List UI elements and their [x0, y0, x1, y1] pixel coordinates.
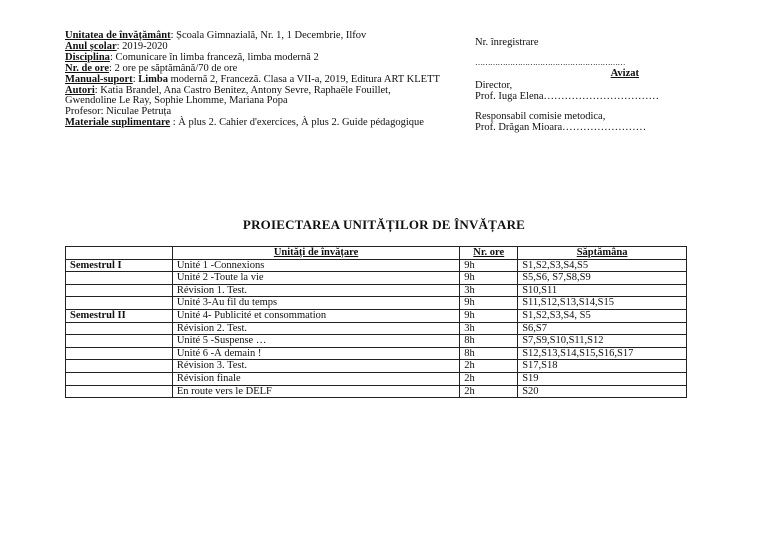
table-row	[66, 297, 687, 310]
table-header-row	[66, 247, 687, 260]
supplementary-materials: Materiale suplimentare : À plus 2. Cahier d'exercices, À plus 2. Guide pédagogique	[65, 117, 424, 129]
school-year: Anul școlar: 2019-2020	[65, 40, 168, 52]
hours-cell: 9h	[460, 259, 518, 272]
weeks-cell: S1,S2,S3,S4, S5	[518, 309, 687, 322]
unit-cell: En route vers le DELF	[172, 385, 459, 398]
hours-cell: 8h	[460, 335, 518, 348]
table-row	[66, 385, 687, 398]
weeks-cell: S1,S2,S3,S4,S5	[518, 259, 687, 272]
unit-cell: Révision 2. Test.	[172, 322, 459, 335]
registration-label: Nr. înregistrare	[475, 37, 539, 48]
weeks-cell: S10,S11	[518, 284, 687, 297]
unit-cell: Unité 1 -Connexions	[172, 259, 459, 272]
unit-cell: Unité 6 -À demain !	[172, 347, 459, 360]
weeks-cell: S11,S12,S13,S14,S15	[518, 297, 687, 310]
weeks-cell: S7,S9,S10,S11,S12	[518, 335, 687, 348]
hours-cell: 9h	[460, 297, 518, 310]
hours-cell: 9h	[460, 272, 518, 285]
commission-name: Prof. Drăgan Mioara……………………	[475, 122, 647, 133]
table-row	[66, 372, 687, 385]
hours-cell: 3h	[460, 322, 518, 335]
unit-cell: Unité 3-Au fil du temps	[172, 297, 459, 310]
table-row	[66, 322, 687, 335]
school-unit: Unitatea de învățământ: Școala Gimnazială, Nr. 1, 1 Decembrie, Ilfov	[65, 30, 367, 41]
hours-count: Nr. de ore: 2 ore pe săptămână/70 de ore	[65, 62, 238, 74]
commission-label: Responsabil comisie metodica,	[475, 110, 606, 122]
authors: Autori: Katia Brandel, Ana Castro Benitez, Antony Sevre, Raphaële Fouillet,	[65, 84, 391, 96]
unit-cell: Unité 5 -Suspense …	[172, 335, 459, 348]
semester-cell	[66, 322, 173, 335]
weeks-cell: S17,S18	[518, 360, 687, 373]
semester-cell	[66, 335, 173, 348]
hours-cell: 2h	[460, 360, 518, 373]
semester-cell	[66, 272, 173, 285]
teacher: Profesor: Niculae Petruța	[65, 106, 172, 118]
avizat-label: Avizat	[610, 68, 639, 79]
manual: Manual-suport: Limba modernă 2, Franceză. Clasa a VII-a, 2019, Editura ART KLETT	[65, 73, 440, 85]
header-hours: Nr. ore	[460, 247, 518, 260]
weeks-cell: S12,S13,S14,S15,S16,S17	[518, 347, 687, 360]
authors-continued: Gwendoline Le Ray, Sophie Lhomme, Mariana Popa	[65, 95, 288, 107]
header-weeks: Săptămâna	[518, 247, 687, 260]
hours-cell: 2h	[460, 385, 518, 398]
semester-cell	[66, 297, 173, 310]
learning-units-table	[65, 246, 687, 398]
hours-cell: 9h	[460, 309, 518, 322]
unit-cell: Révision 3. Test.	[172, 360, 459, 373]
hours-cell: 2h	[460, 372, 518, 385]
unit-cell: Révision finale	[172, 372, 459, 385]
unit-cell: Unité 4- Publicité et consommation	[172, 309, 459, 322]
weeks-cell: S19	[518, 372, 687, 385]
hours-cell: 8h	[460, 347, 518, 360]
table-row	[66, 309, 687, 322]
semester-cell	[66, 284, 173, 297]
registration-dots: ……………………………………………………	[475, 57, 625, 67]
weeks-cell: S5,S6, S7,S8,S9	[518, 272, 687, 285]
unit-cell: Révision 1. Test.	[172, 284, 459, 297]
semester-cell: Semestrul II	[66, 309, 173, 322]
table-row	[66, 259, 687, 272]
header-units: Unități de învățare	[172, 247, 459, 260]
table-row	[66, 284, 687, 297]
header-semester	[66, 247, 173, 260]
table-row	[66, 347, 687, 360]
table-row	[66, 360, 687, 373]
semester-cell	[66, 347, 173, 360]
director-label: Director,	[475, 79, 513, 91]
semester-cell	[66, 385, 173, 398]
unit-cell: Unité 2 -Toute la vie	[172, 272, 459, 285]
hours-cell: 3h	[460, 284, 518, 297]
semester-cell	[66, 360, 173, 373]
discipline: Disciplina: Comunicare în limba franceză, limba modernă 2	[65, 51, 319, 63]
weeks-cell: S20	[518, 385, 687, 398]
table-row	[66, 272, 687, 285]
semester-cell	[66, 372, 173, 385]
document-header	[65, 31, 465, 129]
semester-cell: Semestrul I	[66, 259, 173, 272]
page-title: PROIECTAREA UNITĂȚILOR DE ÎNVĂȚARE	[242, 217, 526, 232]
table-row	[66, 335, 687, 348]
director-name: Prof. Iuga Elena……………………………	[475, 91, 660, 102]
approval-block	[475, 37, 675, 134]
weeks-cell: S6,S7	[518, 322, 687, 335]
